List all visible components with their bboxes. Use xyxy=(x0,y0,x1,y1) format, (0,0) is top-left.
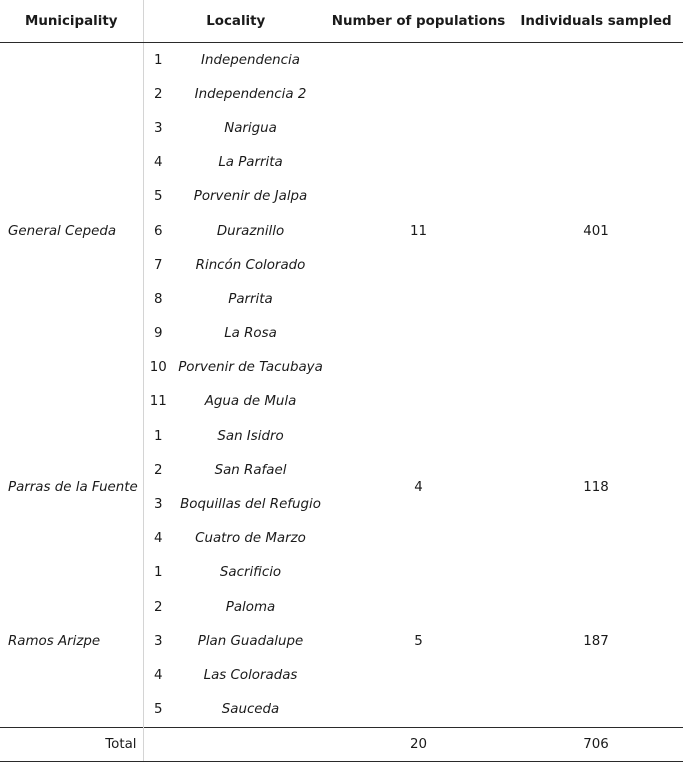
locality-number: 10 xyxy=(143,351,173,385)
locality-name: La Parrita xyxy=(218,155,283,171)
locality-name: San Rafael xyxy=(214,462,287,478)
table-footer xyxy=(0,727,683,761)
locality-name: Boquillas del Refugio xyxy=(180,497,321,513)
locality-name: Agua de Mula xyxy=(204,394,297,410)
total-label: Total xyxy=(0,727,143,761)
locality-name: Sacrificio xyxy=(219,565,282,581)
populations-cell: 5 xyxy=(414,633,423,649)
locality-name: Sauceda xyxy=(221,702,280,718)
total-populations: 20 xyxy=(328,727,509,761)
locality-name: Plan Guadalupe xyxy=(197,633,304,649)
locality-name: Paloma xyxy=(225,599,276,615)
header-row xyxy=(0,0,683,43)
locality-number: 2 xyxy=(143,590,173,624)
locality-name: Independencia 2 xyxy=(194,86,307,102)
individuals-cell: 187 xyxy=(583,633,609,649)
locality-name: La Rosa xyxy=(224,326,277,342)
locality-name: Rincón Colorado xyxy=(195,257,306,273)
municipality-cell: Parras de la Fuente xyxy=(8,479,138,495)
table-row xyxy=(0,419,683,453)
locality-name: San Isidro xyxy=(217,428,284,444)
locality-name: Cuatro de Marzo xyxy=(195,531,306,547)
locality-number: 3 xyxy=(143,111,173,145)
locality-number: 1 xyxy=(143,419,173,453)
table-header xyxy=(0,0,683,43)
locality-name: Porvenir de Jalpa xyxy=(193,189,308,205)
header-locality: Locality xyxy=(143,0,328,43)
populations-cell: 11 xyxy=(409,223,428,239)
locality-number: 5 xyxy=(143,180,173,214)
header-municipality: Municipality xyxy=(0,0,143,43)
locality-number: 3 xyxy=(143,487,173,521)
locality-name: Porvenir de Tacubaya xyxy=(178,360,323,376)
locality-number: 1 xyxy=(143,43,173,78)
total-individuals: 706 xyxy=(509,727,683,761)
locality-number: 2 xyxy=(143,453,173,487)
locality-number: 6 xyxy=(143,214,173,248)
locality-name: Las Coloradas xyxy=(203,667,298,683)
table-body xyxy=(0,43,683,728)
municipality-cell: General Cepeda xyxy=(8,223,117,239)
header-individuals: Individuals sampled xyxy=(509,0,683,43)
locality-number: 8 xyxy=(143,282,173,316)
locality-name: Narigua xyxy=(224,120,277,136)
table-row xyxy=(0,556,683,590)
total-empty xyxy=(143,727,173,761)
populations-cell: 4 xyxy=(414,479,423,495)
total-row xyxy=(0,727,683,761)
locality-name: Duraznillo xyxy=(216,223,285,239)
individuals-cell: 118 xyxy=(583,479,609,495)
locality-number: 2 xyxy=(143,77,173,111)
total-empty-locality xyxy=(173,727,328,761)
locality-number: 5 xyxy=(143,693,173,728)
locality-number: 9 xyxy=(143,317,173,351)
locality-number: 1 xyxy=(143,556,173,590)
municipality-cell: Ramos Arizpe xyxy=(8,633,101,649)
locality-number: 3 xyxy=(143,624,173,658)
locality-name: Parrita xyxy=(228,291,273,307)
locality-number: 7 xyxy=(143,248,173,282)
locality-name: Independencia xyxy=(201,52,300,68)
table-row xyxy=(0,43,683,78)
locality-number: 4 xyxy=(143,146,173,180)
locality-number: 4 xyxy=(143,522,173,556)
locality-number: 4 xyxy=(143,658,173,692)
locality-number: 11 xyxy=(143,385,173,419)
header-populations: Number of populations xyxy=(328,0,509,43)
individuals-cell: 401 xyxy=(583,223,609,239)
